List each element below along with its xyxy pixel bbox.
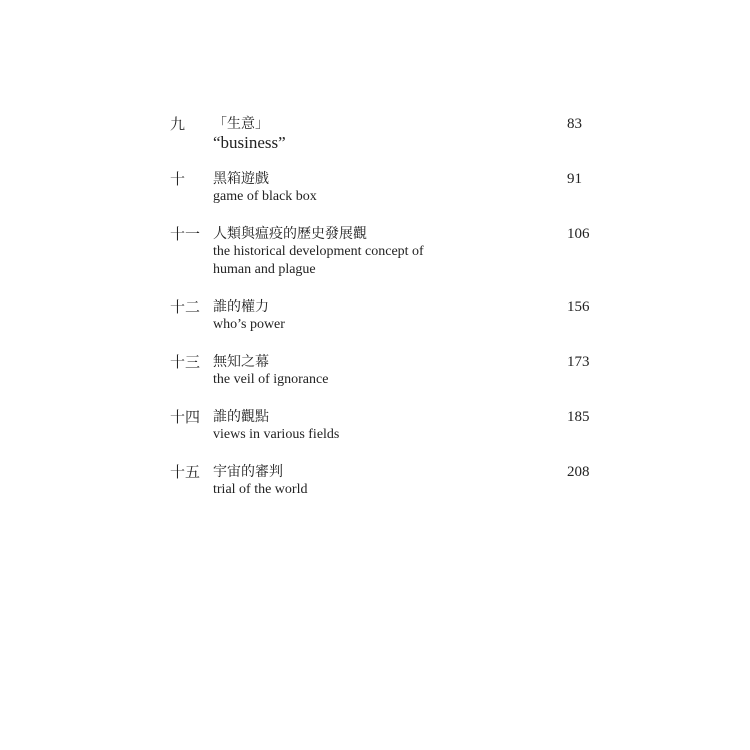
chapter-title-english: trial of the world bbox=[213, 482, 308, 497]
chapter-title bbox=[213, 170, 533, 206]
chapter-title-chinese: 「生意」 bbox=[213, 116, 269, 132]
chapter-title-chinese: 宇宙的審判 bbox=[213, 464, 283, 480]
page-number: 156 bbox=[567, 299, 590, 315]
chapter-title-english: the veil of ignorance bbox=[213, 372, 329, 387]
chapter-title bbox=[213, 408, 533, 444]
chapter-number: 十 bbox=[170, 170, 186, 188]
chapter-title-english: the historical development concept of human and plague bbox=[213, 244, 424, 277]
chapter-title-english: game of black box bbox=[213, 189, 317, 204]
chapter-number: 十三 bbox=[170, 353, 201, 371]
chapter-title bbox=[213, 463, 533, 499]
page-number: 173 bbox=[567, 354, 590, 370]
chapter-title-chinese: 人類與瘟疫的歷史發展觀 bbox=[213, 226, 367, 242]
chapter-title-chinese: 黑箱遊戲 bbox=[213, 171, 269, 187]
page-number: 106 bbox=[567, 226, 590, 242]
page-number: 91 bbox=[567, 171, 582, 187]
chapter-title-chinese: 誰的權力 bbox=[213, 299, 269, 315]
chapter-number: 十五 bbox=[170, 463, 201, 481]
chapter-number: 十四 bbox=[170, 408, 201, 426]
chapter-title bbox=[213, 353, 533, 389]
page-number: 83 bbox=[567, 116, 582, 132]
chapter-title bbox=[213, 298, 533, 334]
chapter-number: 十二 bbox=[170, 298, 201, 316]
chapter-number: 九 bbox=[170, 115, 186, 133]
chapter-title-english: who’s power bbox=[213, 317, 285, 332]
page-number: 185 bbox=[567, 409, 590, 425]
chapter-title bbox=[213, 225, 533, 279]
chapter-title-english: views in various fields bbox=[213, 427, 340, 442]
chapter-title-chinese: 誰的觀點 bbox=[213, 409, 269, 425]
chapter-title bbox=[213, 115, 533, 153]
chapter-title-english: “business” bbox=[213, 133, 286, 152]
chapter-number: 十一 bbox=[170, 225, 201, 243]
chapter-title-chinese: 無知之幕 bbox=[213, 354, 269, 370]
page-number: 208 bbox=[567, 464, 590, 480]
